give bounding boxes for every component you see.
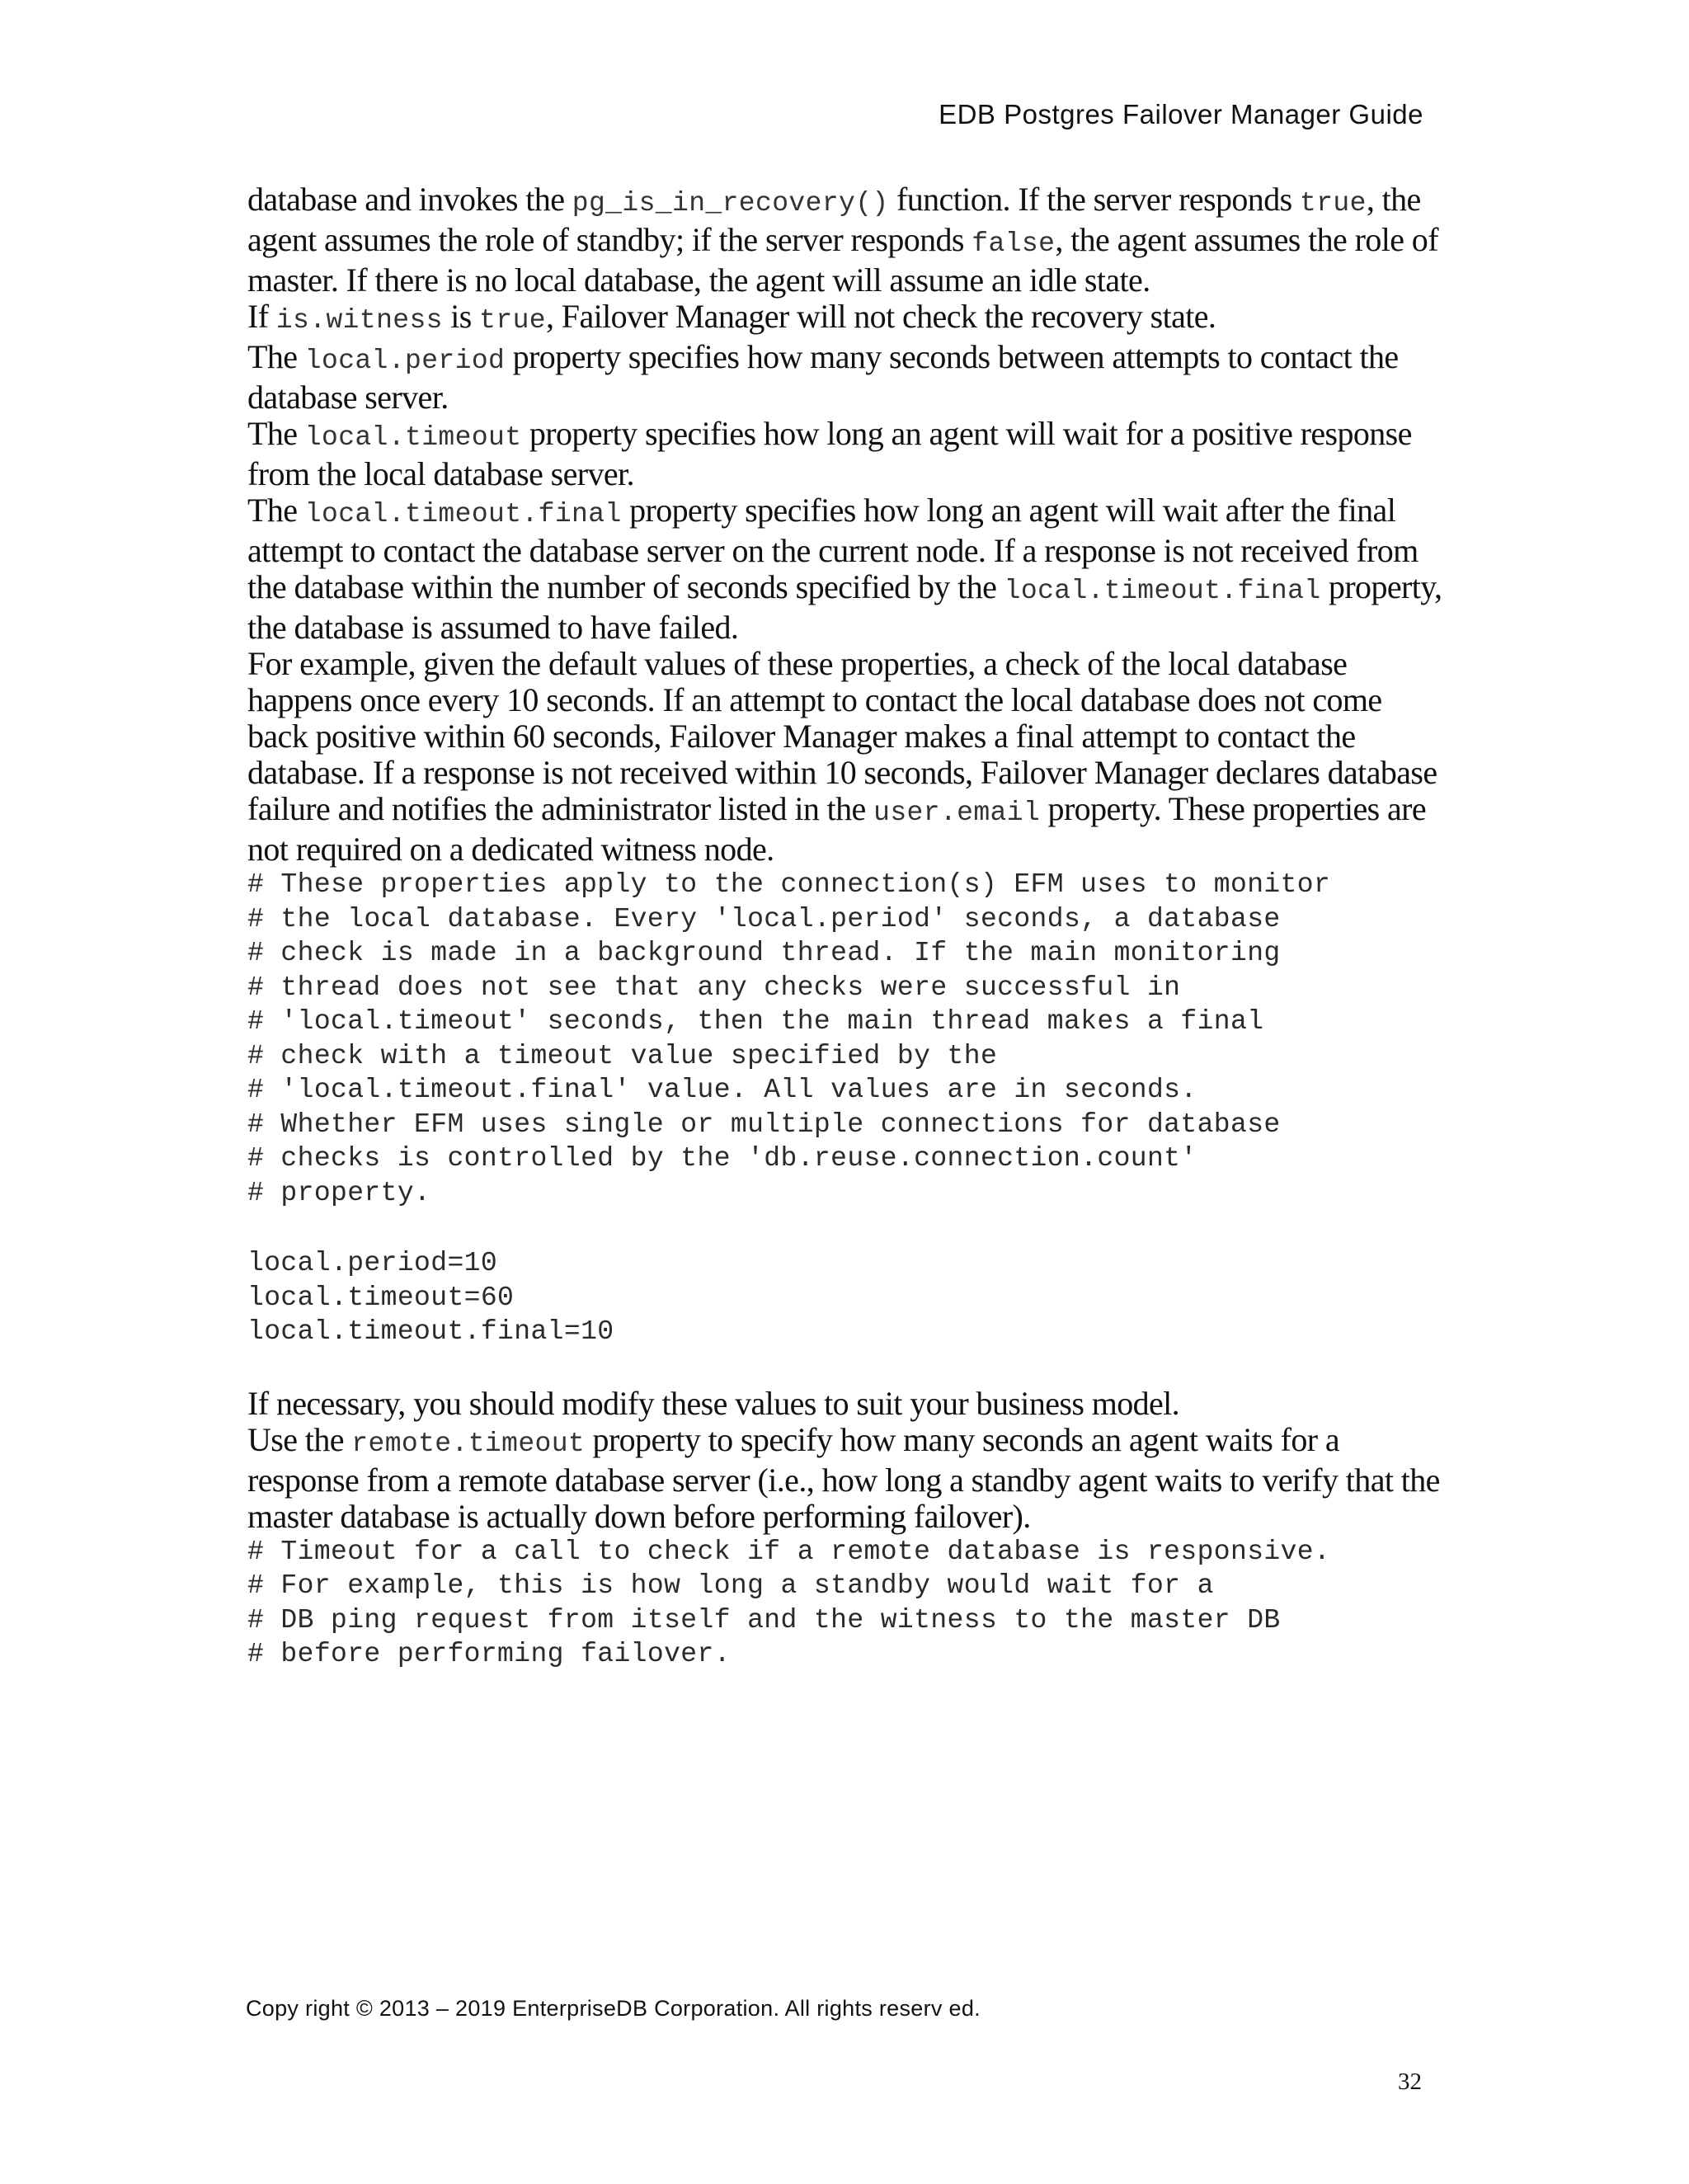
text: The <box>247 338 305 375</box>
text: property specifies how long an agent will wait after the final attempt to contact the database server on the current node. If a response is not received from the database within the number of seconds specified by the <box>247 492 1418 605</box>
text: The <box>247 492 305 529</box>
code-block-remote-timeout: # Timeout for a call to check if a remote database is responsive. # For example, this is how long a standby would wait for a # DB ping request from itself and the witness to the master DB # before performing failover. <box>247 1536 1331 1669</box>
paragraph-example <box>247 646 1443 868</box>
text: If <box>247 298 276 335</box>
inline-code: remote.timeout <box>351 1428 586 1459</box>
inline-code: pg_is_in_recovery() <box>572 188 889 219</box>
inline-code: true <box>479 305 546 336</box>
inline-code: user.email <box>873 798 1041 828</box>
page-number: 32 <box>1398 2069 1422 2095</box>
inline-code: is.witness <box>275 305 443 336</box>
paragraph-local-period <box>247 339 1443 416</box>
text: function. If the server responds <box>888 181 1300 218</box>
inline-code: local.timeout <box>304 422 522 453</box>
text: The <box>247 415 305 452</box>
paragraph-local-timeout <box>247 416 1443 492</box>
paragraph-local-timeout-final <box>247 492 1443 646</box>
inline-code: local.timeout.final <box>304 499 622 530</box>
text: If necessary, you should modify these values to suit your business model. <box>247 1384 1180 1422</box>
text: database and invokes the <box>247 181 572 218</box>
text: , the agent assumes the role of master. If there is no local database, the agent will assume an idle state. <box>247 221 1438 299</box>
inline-code: true <box>1299 188 1367 219</box>
inline-code: local.timeout.final <box>1004 576 1321 606</box>
running-header: EDB Postgres Failover Manager Guide <box>939 99 1423 129</box>
code-block-properties: local.period=10 local.timeout=60 local.timeout.final=10 <box>247 1248 614 1347</box>
text: property. These properties are not required on a dedicated witness node. <box>247 790 1427 868</box>
code-block-comments: # These properties apply to the connection(s) EFM uses to monitor # the local database. Every 'local.period' seconds, a database # check is made in a background thread. If the main monitoring # thread does not see that any checks were successful in # 'local.timeout' seconds, then the main thread makes a final # check with a timeout value specified by the # 'local.timeout.final' value. All values are in seconds. # Whether EFM uses single or multiple connections for database # checks is controlled by the 'db.reuse.connection.count' # property. <box>247 869 1331 1208</box>
text: property to specify how many seconds an agent waits for a response from a remote database server (i.e., how long a standby agent waits to verify that the master database is actually down before performing failover). <box>247 1420 1440 1535</box>
copyright-footer: Copy right © 2013 – 2019 EnterpriseDB Corporation. All rights reserv ed. <box>246 1996 981 2021</box>
paragraph-modify <box>247 1386 1443 1422</box>
text: is <box>442 298 480 335</box>
inline-code: local.period <box>304 346 506 376</box>
text: Use the <box>247 1420 352 1458</box>
paragraph-remote-timeout <box>247 1422 1443 1535</box>
text: , the agent assumes the role of standby; if the server responds <box>247 181 1421 258</box>
text: For example, given the default values of these properties, a check of the local database happens once every 10 seconds. If an attempt to contact the local database does not come back positive within 60 seconds, Failover Manager makes a final attempt to contact the database. If a response is not received within 10 seconds, Failover Manager declares database failure and notifies the administrator listed in the <box>247 645 1437 827</box>
page-content <box>247 181 1443 1708</box>
inline-code: false <box>972 228 1056 259</box>
text: , Failover Manager will not check the recovery state. <box>546 298 1216 335</box>
text: property specifies how many seconds between attempts to contact the database server. <box>247 338 1399 416</box>
text: property specifies how long an agent will wait for a positive response from the local database server. <box>247 415 1412 492</box>
paragraph-witness <box>247 299 1443 339</box>
paragraph-recovery-check <box>247 181 1443 299</box>
text: property, the database is assumed to have failed. <box>247 568 1442 646</box>
